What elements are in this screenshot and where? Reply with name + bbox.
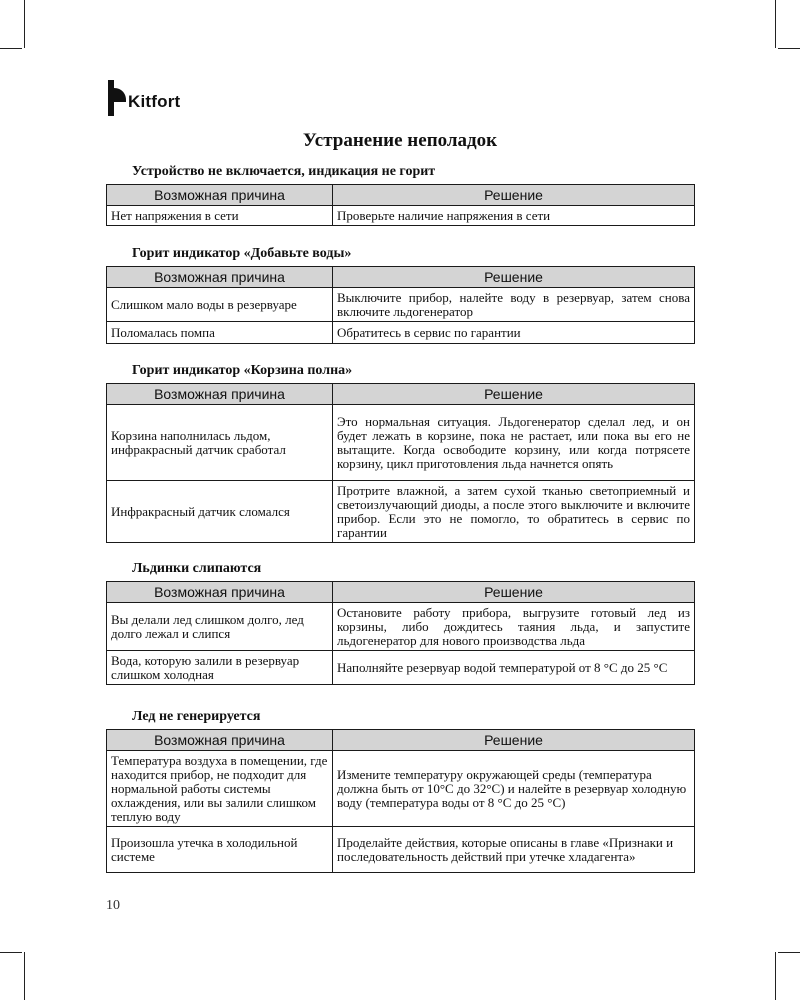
cause-cell: Произошла утечка в холодильной системе: [107, 827, 333, 873]
table-header-row: [107, 582, 695, 603]
crop-mark-left-lower: [0, 952, 22, 953]
troubleshooting-table: [106, 729, 695, 873]
table-row: [107, 603, 695, 651]
crop-mark-bottom-left: [24, 952, 25, 1000]
header-cause: Возможная причина: [107, 267, 333, 288]
solution-cell: Остановите работу прибора, выгрузите готовый лед из корзины, либо дождитесь таяния льда, и запустите льдогенератор для нового производства льда: [333, 603, 695, 651]
table-row: [107, 751, 695, 827]
cause-cell: Слишком мало воды в резервуаре: [107, 288, 333, 322]
table-header-row: [107, 384, 695, 405]
page-title: Устранение неполадок: [302, 130, 498, 151]
cause-cell: Корзина наполнилась льдом, инфракрасный датчик сработал: [107, 405, 333, 481]
solution-cell: Обратитесь в сервис по гарантии: [333, 322, 695, 344]
section-title: Устройство не включается, индикация не горит: [132, 164, 436, 179]
cause-cell: Поломалась помпа: [107, 322, 333, 344]
cause-cell: Вы делали лед слишком долго, лед долго лежал и слипся: [107, 603, 333, 651]
crop-mark-right-upper: [778, 48, 800, 49]
section-no-ice: [106, 708, 694, 873]
crop-mark-top-left: [24, 0, 25, 48]
section-title: Льдинки слипаются: [132, 561, 262, 576]
section-basket-full: [106, 362, 694, 543]
section-title: Горит индикатор «Корзина полна»: [132, 363, 353, 378]
table-row: [107, 322, 695, 344]
table-row: [107, 481, 695, 543]
solution-cell: Наполняйте резервуар водой температурой от 8 °C до 25 °C: [333, 651, 695, 685]
table-row: [107, 206, 695, 226]
troubleshooting-table: [106, 383, 695, 543]
cause-cell: Вода, которую залили в резервуар слишком холодная: [107, 651, 333, 685]
section-title: Горит индикатор «Добавьте воды»: [132, 246, 352, 261]
table-row: [107, 405, 695, 481]
troubleshooting-table: [106, 184, 695, 226]
table-row: [107, 288, 695, 322]
solution-cell: Это нормальная ситуация. Льдогенератор сделал лед, и он будет лежать в корзине, пока не растает, или пока вы его не вытащите. Когда освободите корзину, или когда потрясете корзину, цикл приготовления льда начнется опять: [333, 405, 695, 481]
crop-mark-right-lower: [778, 952, 800, 953]
solution-cell: Измените температуру окружающей среды (температура должна быть от 10°C до 32°C) и налейте в резервуар холодную воду (температура воды от 8 °C до 25 °C): [333, 751, 695, 827]
cause-cell: Нет напряжения в сети: [107, 206, 333, 226]
cause-cell: Температура воздуха в помещении, где находится прибор, не подходит для нормальной работы системы охлаждения, или вы залили слишком теплую воду: [107, 751, 333, 827]
header-solution: Решение: [333, 730, 695, 751]
table-header-row: [107, 267, 695, 288]
crop-mark-top-right: [775, 0, 776, 48]
solution-cell: Протрите влажной, а затем сухой тканью светоприемный и светоизлучающий диоды, а после этого выключите и включите прибор. Если это не помогло, то обратитесь в сервис по гарантии: [333, 481, 695, 543]
crop-mark-left-upper: [0, 48, 22, 49]
section-no-power: [106, 163, 694, 226]
table-row: [107, 827, 695, 873]
header-solution: Решение: [333, 185, 695, 206]
table-header-row: [107, 185, 695, 206]
header-cause: Возможная причина: [107, 730, 333, 751]
header-cause: Возможная причина: [107, 384, 333, 405]
section-ice-sticking: [106, 560, 694, 685]
cause-cell: Инфракрасный датчик сломался: [107, 481, 333, 543]
crop-mark-bottom-right: [775, 952, 776, 1000]
troubleshooting-table: [106, 266, 695, 344]
kitfort-logo-icon: [106, 80, 126, 116]
brand-name: Kitfort: [128, 92, 181, 111]
brand-logo: [106, 80, 180, 116]
solution-cell: Проделайте действия, которые описаны в главе «Признаки и последовательность действий при утечке хладагента»: [333, 827, 695, 873]
header-solution: Решение: [333, 384, 695, 405]
header-solution: Решение: [333, 582, 695, 603]
troubleshooting-table: [106, 581, 695, 685]
table-row: [107, 651, 695, 685]
solution-cell: Проверьте наличие напряжения в сети: [333, 206, 695, 226]
header-solution: Решение: [333, 267, 695, 288]
solution-cell: Выключите прибор, налейте воду в резервуар, затем снова включите льдогенератор: [333, 288, 695, 322]
header-cause: Возможная причина: [107, 582, 333, 603]
header-cause: Возможная причина: [107, 185, 333, 206]
table-header-row: [107, 730, 695, 751]
section-title: Лед не генерируется: [132, 709, 261, 724]
section-add-water: [106, 245, 694, 344]
page-number: 10: [106, 898, 120, 913]
